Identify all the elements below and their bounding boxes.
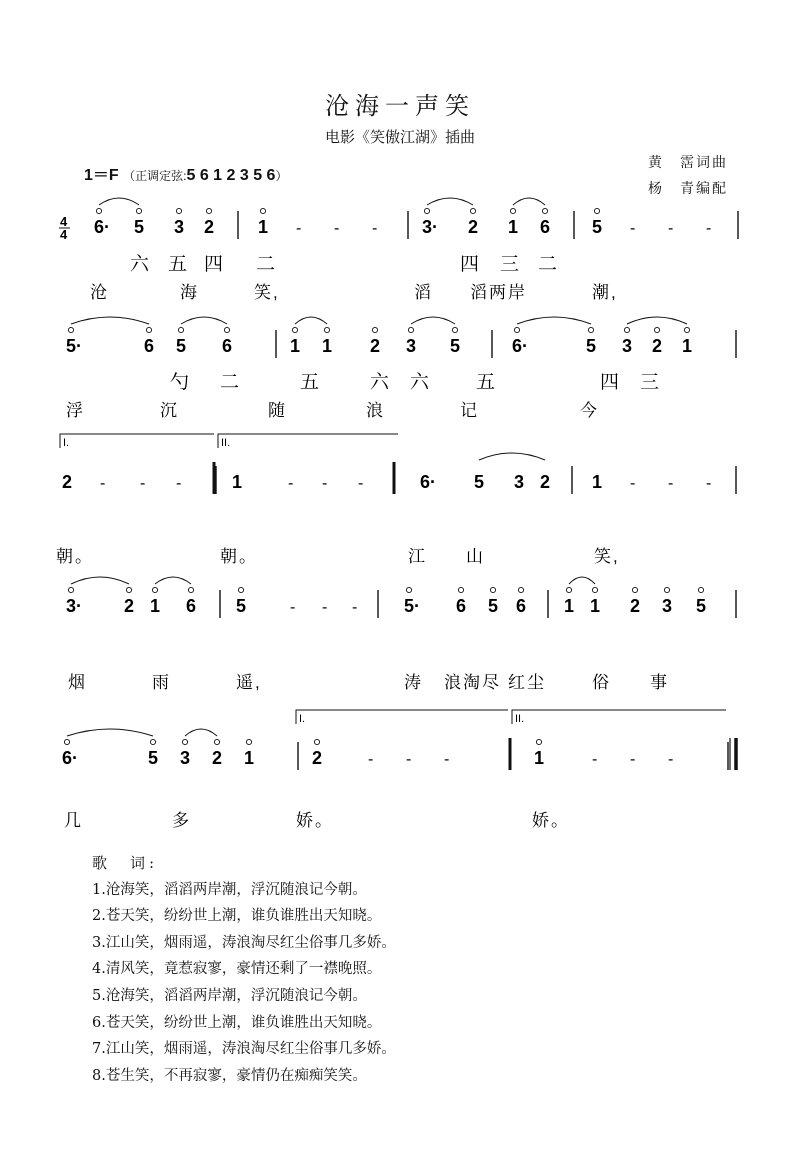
note: 6 (186, 596, 197, 616)
sustain-dash: - (372, 220, 378, 237)
lyrics-verse: 5.沧海笑，滔滔两岸潮，浮沉随浪记今朝。 (92, 987, 367, 1004)
note: 3 (622, 336, 633, 356)
key-label: 1＝F (84, 167, 119, 184)
lyric: 浮 (66, 401, 85, 420)
tab-symbol: 勺 (170, 372, 190, 393)
note: 3 (514, 472, 525, 492)
sustain-dash: - (706, 220, 712, 237)
tuning-label: （正调定弦: (123, 169, 187, 183)
tab-symbol: 二 (220, 372, 240, 393)
tab-symbol: 六 (410, 372, 430, 393)
harmonic-mark (490, 587, 495, 592)
note: 3 (406, 336, 417, 356)
sustain-dash: - (406, 751, 412, 768)
tab-symbol: 三 (500, 254, 520, 275)
harmonic-mark (684, 327, 689, 332)
note: 2 (630, 596, 641, 616)
note: 6 (144, 336, 155, 356)
slur (181, 317, 227, 324)
lyric: 笑, (594, 547, 620, 566)
note: 5 (134, 217, 145, 237)
sustain-dash: - (592, 751, 598, 768)
tuning-notes: 5 6 1 2 3 5 6 (186, 167, 276, 184)
sustain-dash: - (288, 475, 294, 492)
note: 2 (62, 472, 73, 492)
tab-symbol: 五 (168, 254, 188, 275)
harmonic-mark (126, 587, 131, 592)
tab-symbol: 五 (476, 372, 496, 393)
note: 1 (508, 217, 519, 237)
note: 5 (450, 336, 461, 356)
harmonic-mark (594, 208, 599, 213)
slur (627, 317, 687, 324)
sustain-dash: - (630, 220, 636, 237)
note: 2 (468, 217, 479, 237)
tab-symbol: 五 (300, 372, 320, 393)
credit-arranger: 杨 青编配 (648, 181, 728, 197)
slur (569, 577, 595, 584)
page-title: 沧海一声笑 (325, 92, 475, 120)
lyric: 记 (460, 401, 479, 420)
lyric: 笑, (254, 283, 280, 302)
lyrics-heading: 歌 词: (92, 854, 159, 872)
note: 2 (540, 472, 551, 492)
note: 3 (174, 217, 185, 237)
note: 1 (244, 748, 255, 768)
slur (71, 317, 149, 324)
sustain-dash: - (668, 220, 674, 237)
sustain-dash: - (100, 475, 106, 492)
harmonic-mark (518, 587, 523, 592)
lyric: 朝。 (220, 547, 258, 566)
note: 6 (222, 336, 233, 356)
lyric: 朝。 (56, 547, 94, 566)
harmonic-mark (542, 208, 547, 213)
note: 1 (290, 336, 301, 356)
volta-bracket (60, 434, 214, 448)
lyric: 滔两岸 (470, 283, 527, 302)
sustain-dash: - (334, 220, 340, 237)
harmonic-mark (458, 587, 463, 592)
credit-composer: 黄 霑词曲 (648, 155, 728, 171)
lyric: 俗 (592, 673, 611, 692)
note: 1 (232, 472, 243, 492)
sustain-dash: - (296, 220, 302, 237)
lyrics-verse: 2.苍天笑，纷纷世上潮，谁负谁胜出天知晓。 (92, 908, 382, 925)
note: 1 (322, 336, 333, 356)
note: 2 (652, 336, 663, 356)
slur (99, 198, 139, 205)
tab-symbol: 三 (640, 372, 660, 393)
time-signature-bottom: 4 (60, 227, 68, 242)
harmonic-mark (314, 739, 319, 744)
harmonic-mark (510, 208, 515, 213)
lyrics-verse: 6.苍天笑，纷纷世上潮，谁负谁胜出天知晓。 (92, 1014, 382, 1031)
harmonic-mark (424, 208, 429, 213)
slur (513, 198, 545, 205)
lyrics-verse: 8.苍生笑，不再寂寥，豪情仍在痴痴笑笑。 (92, 1067, 367, 1084)
note: 2 (370, 336, 381, 356)
note: 5 (148, 748, 159, 768)
lyric: 娇。 (532, 811, 570, 830)
harmonic-mark (188, 587, 193, 592)
note: 2 (124, 596, 135, 616)
lyrics-verse: 3.江山笑，烟雨遥，涛浪淘尽红尘俗事几多娇。 (92, 934, 396, 951)
note: 2 (312, 748, 323, 768)
harmonic-mark (408, 327, 413, 332)
sustain-dash: - (444, 751, 450, 768)
volta-bracket (296, 710, 508, 724)
volta-label: II. (221, 437, 231, 449)
harmonic-mark (182, 739, 187, 744)
volta-bracket (512, 710, 726, 724)
tab-symbol: 六 (130, 254, 150, 275)
harmonic-mark (206, 208, 211, 213)
harmonic-mark (136, 208, 141, 213)
note: 5 (696, 596, 707, 616)
sustain-dash: - (290, 599, 296, 616)
lyric: 多 (172, 811, 191, 830)
lyric: 涛 (404, 673, 423, 692)
note: 1 (258, 217, 269, 237)
harmonic-mark (698, 587, 703, 592)
harmonic-mark (68, 587, 73, 592)
harmonic-mark (324, 327, 329, 332)
note: 5 (176, 336, 187, 356)
slur (427, 198, 473, 205)
tuning-close: ） (275, 169, 288, 183)
lyric: 烟 (68, 673, 87, 692)
harmonic-mark (624, 327, 629, 332)
harmonic-mark (260, 208, 265, 213)
harmonic-mark (178, 327, 183, 332)
harmonic-mark (152, 587, 157, 592)
harmonic-mark (566, 587, 571, 592)
lyric: 红尘 (508, 673, 546, 692)
lyric: 山 (466, 547, 485, 566)
note: 6· (94, 217, 111, 237)
harmonic-mark (632, 587, 637, 592)
volta-bracket (218, 434, 398, 448)
note: 2 (204, 217, 215, 237)
lyric: 娇。 (296, 811, 334, 830)
slur (517, 317, 591, 324)
sustain-dash: - (352, 599, 358, 616)
tab-symbol: 二 (538, 254, 558, 275)
note: 3 (180, 748, 191, 768)
lyric: 今 (580, 401, 599, 420)
lyric: 事 (650, 673, 669, 692)
lyrics-section (92, 850, 396, 1089)
sustain-dash: - (322, 475, 328, 492)
note: 5 (236, 596, 247, 616)
note: 3· (422, 217, 439, 237)
harmonic-mark (176, 208, 181, 213)
sustain-dash: - (140, 475, 146, 492)
sustain-dash: - (176, 475, 182, 492)
note: 6 (540, 217, 551, 237)
tab-symbol: 六 (370, 372, 390, 393)
note: 1 (534, 748, 545, 768)
harmonic-mark (146, 327, 151, 332)
lyrics-verse: 7.江山笑，烟雨遥，涛浪淘尽红尘俗事几多娇。 (92, 1041, 396, 1058)
harmonic-mark (664, 587, 669, 592)
harmonic-mark (536, 739, 541, 744)
lyric: 浪 (366, 401, 385, 420)
note: 3· (66, 596, 83, 616)
note: 5 (474, 472, 485, 492)
note: 6 (456, 596, 467, 616)
lyric: 潮, (592, 283, 618, 302)
lyric: 雨 (152, 673, 171, 692)
lyrics-verse: 1.沧海笑，滔滔两岸潮，浮沉随浪记今朝。 (92, 881, 367, 898)
tab-symbol: 四 (204, 254, 224, 275)
sustain-dash: - (358, 475, 364, 492)
sustain-dash: - (630, 751, 636, 768)
slur (479, 453, 545, 460)
note: 6· (420, 472, 437, 492)
note: 1 (592, 472, 603, 492)
sustain-dash: - (322, 599, 328, 616)
note: 1 (682, 336, 693, 356)
harmonic-mark (452, 327, 457, 332)
note: 1 (150, 596, 161, 616)
note: 6· (62, 748, 79, 768)
tab-symbol: 四 (460, 254, 480, 275)
lyric: 浪淘尽 (444, 673, 501, 692)
harmonic-mark (514, 327, 519, 332)
tab-symbol: 四 (600, 372, 620, 393)
sustain-dash: - (668, 751, 674, 768)
volta-label: I. (63, 437, 70, 449)
lyric: 遥, (236, 673, 262, 692)
lyric: 江 (408, 547, 427, 566)
harmonic-mark (224, 327, 229, 332)
harmonic-mark (592, 587, 597, 592)
sustain-dash: - (668, 475, 674, 492)
volta-label: II. (515, 713, 525, 725)
harmonic-mark (214, 739, 219, 744)
note: 6 (516, 596, 527, 616)
time-signature-top: 4 (60, 214, 68, 229)
slur (71, 577, 129, 584)
harmonic-mark (588, 327, 593, 332)
harmonic-mark (372, 327, 377, 332)
volta-label: I. (299, 713, 306, 725)
sustain-dash: - (706, 475, 712, 492)
slur (67, 729, 153, 736)
lyric: 沧 (90, 283, 109, 302)
page-subtitle: 电影《笑傲江湖》插曲 (324, 128, 475, 146)
harmonic-mark (238, 587, 243, 592)
note: 1 (590, 596, 601, 616)
note: 1 (564, 596, 575, 616)
lyric: 沉 (160, 401, 179, 420)
lyric: 随 (268, 401, 287, 420)
note: 5 (592, 217, 603, 237)
note: 3 (662, 596, 673, 616)
sustain-dash: - (368, 751, 374, 768)
tab-symbol: 二 (256, 254, 276, 275)
harmonic-mark (470, 208, 475, 213)
note: 5· (66, 336, 83, 356)
harmonic-mark (150, 739, 155, 744)
harmonic-mark (64, 739, 69, 744)
harmonic-mark (96, 208, 101, 213)
lyric: 海 (180, 283, 199, 302)
lyrics-verse: 4.清风笑，竟惹寂寥，豪情还剩了一襟晚照。 (92, 961, 382, 978)
harmonic-mark (292, 327, 297, 332)
harmonic-mark (68, 327, 73, 332)
slur (295, 317, 327, 324)
sustain-dash: - (630, 475, 636, 492)
harmonic-mark (246, 739, 251, 744)
note: 2 (212, 748, 223, 768)
note: 5 (488, 596, 499, 616)
harmonic-mark (654, 327, 659, 332)
note: 6· (512, 336, 529, 356)
lyric: 滔 (414, 283, 433, 302)
slur (185, 729, 217, 736)
harmonic-mark (406, 587, 411, 592)
slur (411, 317, 455, 324)
note: 5· (404, 596, 421, 616)
slur (155, 577, 191, 584)
note: 5 (586, 336, 597, 356)
lyric: 几 (64, 811, 83, 830)
